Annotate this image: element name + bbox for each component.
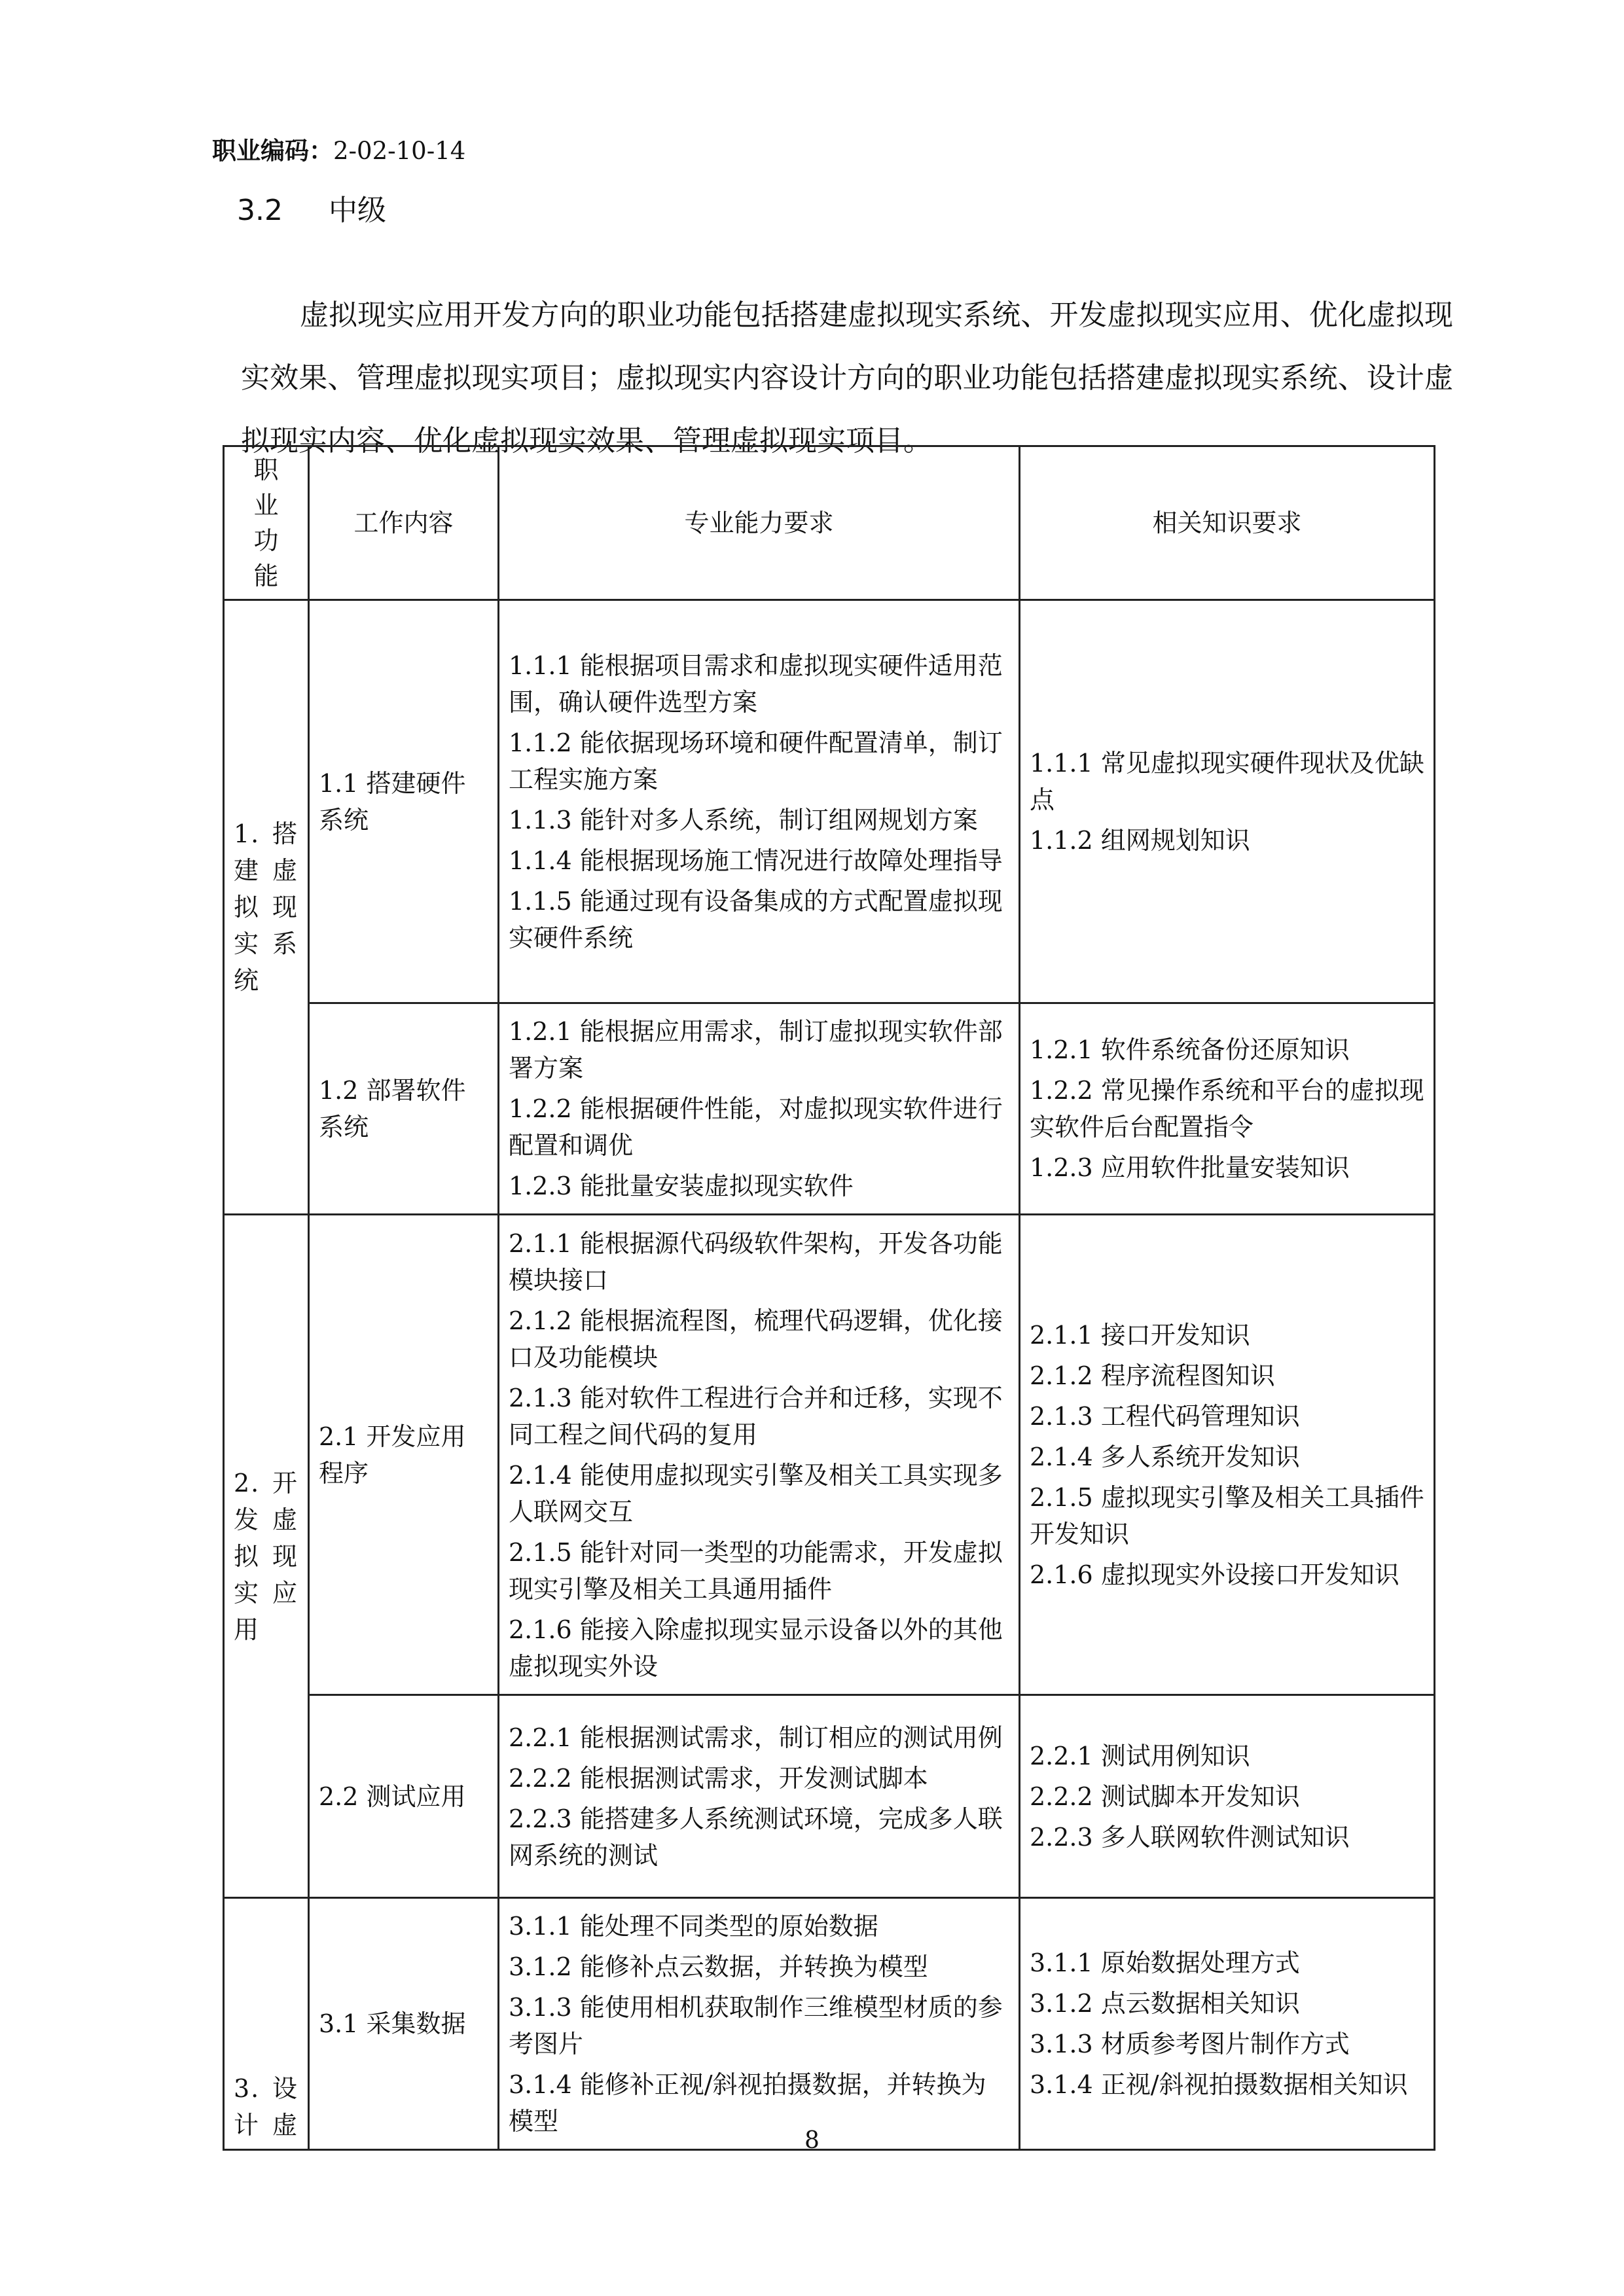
table-row [224,1003,1435,1215]
skills-cell [499,1898,1020,2150]
header-function: 职业功能 [224,446,309,600]
skills-cell [499,1003,1020,1215]
skills-cell [499,1695,1020,1898]
work-cell: 3.1 采集数据 [309,1898,499,2150]
work-cell: 1.1 搭建硬件系统 [309,600,499,1003]
skills-cell [499,600,1020,1003]
knowledge-item: 2.1.6 虚拟现实外设接口开发知识 [1030,1560,1399,1589]
function-cell: 2. 开发虚拟现实应用 [224,1215,309,1898]
knowledge-item: 3.1.2 点云数据相关知识 [1030,1989,1300,2018]
function-cell: 3. 设计虚 [224,1898,309,2150]
knowledge-item: 3.1.4 正视/斜视拍摄数据相关知识 [1030,2070,1408,2099]
skill-item: 1.1.3 能针对多人系统，制订组网规划方案 [509,805,978,834]
knowledge-item: 2.1.2 程序流程图知识 [1030,1361,1275,1390]
knowledge-item: 2.1.4 多人系统开发知识 [1030,1442,1300,1471]
skill-item: 3.1.1 能处理不同类型的原始数据 [509,1912,878,1941]
knowledge-item: 2.2.2 测试脚本开发知识 [1030,1782,1300,1811]
skill-item: 1.2.3 能批量安装虚拟现实软件 [509,1172,854,1200]
header-knowledge: 相关知识要求 [1020,446,1435,600]
function-cell: 1. 搭建虚拟现实系统 [224,600,309,1215]
skills-cell [499,1215,1020,1695]
page-number: 8 [804,2127,820,2154]
table-row [224,1215,1435,1695]
occupation-code [212,134,465,168]
knowledge-item: 2.1.5 虚拟现实引擎及相关工具插件开发知识 [1030,1482,1424,1549]
skill-item: 1.1.1 能根据项目需求和虚拟现实硬件适用范围，确认硬件选型方案 [509,651,1003,717]
skill-item: 2.1.5 能针对同一类型的功能需求，开发虚拟现实引擎及相关工具通用插件 [509,1537,1003,1604]
skill-item: 1.1.5 能通过现有设备集成的方式配置虚拟现实硬件系统 [509,886,1003,952]
skill-item: 2.2.2 能根据测试需求，开发测试脚本 [509,1763,928,1793]
skill-item: 2.1.1 能根据源代码级软件架构，开发各功能模块接口 [509,1229,1003,1295]
table-row [224,1695,1435,1898]
knowledge-item: 3.1.1 原始数据处理方式 [1030,1948,1300,1977]
knowledge-item: 1.2.3 应用软件批量安装知识 [1030,1153,1350,1182]
skill-item: 2.1.3 能对软件工程进行合并和迁移，实现不同工程之间代码的复用 [509,1383,1003,1449]
skill-item: 2.1.4 能使用虚拟现实引擎及相关工具实现多人联网交互 [509,1460,1003,1526]
table-row [224,600,1435,1003]
skill-item: 1.1.4 能根据现场施工情况进行故障处理指导 [509,846,1003,875]
knowledge-item: 2.1.1 接口开发知识 [1030,1320,1250,1350]
knowledge-item: 2.2.3 多人联网软件测试知识 [1030,1822,1350,1852]
skill-item: 1.1.2 能依据现场环境和硬件配置清单，制订工程实施方案 [509,728,1003,794]
work-cell: 2.1 开发应用程序 [309,1215,499,1695]
knowledge-item: 2.1.3 工程代码管理知识 [1030,1401,1300,1431]
skill-item: 3.1.3 能使用相机获取制作三维模型材质的参考图片 [509,1993,1003,2058]
knowledge-item: 1.1.2 组网规划知识 [1030,825,1250,855]
section-number: 3.2 [237,194,283,227]
section-heading [237,191,386,230]
work-cell: 1.2 部署软件系统 [309,1003,499,1215]
intro-paragraph: 虚拟现实应用开发方向的职业功能包括搭建虚拟现实系统、开发虚拟现实应用、优化虚拟现实效果、管理虚拟现实项目；虚拟现实内容设计方向的职业功能包括搭建虚拟现实系统、设计虚拟现实内容、优化虚拟现实效果、管理虚拟现实项目。 [241,298,1453,457]
knowledge-item: 3.1.3 材质参考图片制作方式 [1030,2030,1350,2058]
knowledge-item: 1.2.2 常见操作系统和平台的虚拟现实软件后台配置指令 [1030,1076,1424,1141]
header-work: 工作内容 [309,446,499,600]
skill-item: 2.2.1 能根据测试需求，制订相应的测试用例 [509,1723,1003,1752]
knowledge-item: 2.2.1 测试用例知识 [1030,1741,1250,1770]
knowledge-cell [1020,1898,1435,2150]
skill-item: 3.1.4 能修补正视/斜视拍摄数据，并转换为模型 [509,2070,986,2136]
occupation-code-label: 职业编码： [212,137,333,165]
table-header-row [224,446,1435,600]
work-cell: 2.2 测试应用 [309,1695,499,1898]
section-title: 中级 [329,194,386,227]
requirements-table [223,445,1435,2151]
skill-item: 1.2.1 能根据应用需求，制订虚拟现实软件部署方案 [509,1017,1003,1083]
knowledge-item: 1.1.1 常见虚拟现实硬件现状及优缺点 [1030,748,1424,814]
header-skills: 专业能力要求 [499,446,1020,600]
skill-item: 2.1.6 能接入除虚拟现实显示设备以外的其他虚拟现实外设 [509,1615,1003,1681]
skill-item: 1.2.2 能根据硬件性能，对虚拟现实软件进行配置和调优 [509,1094,1003,1160]
skill-item: 2.2.3 能搭建多人系统测试环境，完成多人联网系统的测试 [509,1804,1003,1870]
knowledge-cell [1020,1695,1435,1898]
knowledge-cell [1020,1215,1435,1695]
skill-item: 3.1.2 能修补点云数据，并转换为模型 [509,1952,928,1981]
skill-item: 2.1.2 能根据流程图，梳理代码逻辑，优化接口及功能模块 [509,1306,1003,1372]
occupation-code-value: 2-02-10-14 [333,137,466,165]
knowledge-cell [1020,1003,1435,1215]
table-row [224,1898,1435,2150]
knowledge-item: 1.2.1 软件系统备份还原知识 [1030,1035,1350,1064]
knowledge-cell [1020,600,1435,1003]
